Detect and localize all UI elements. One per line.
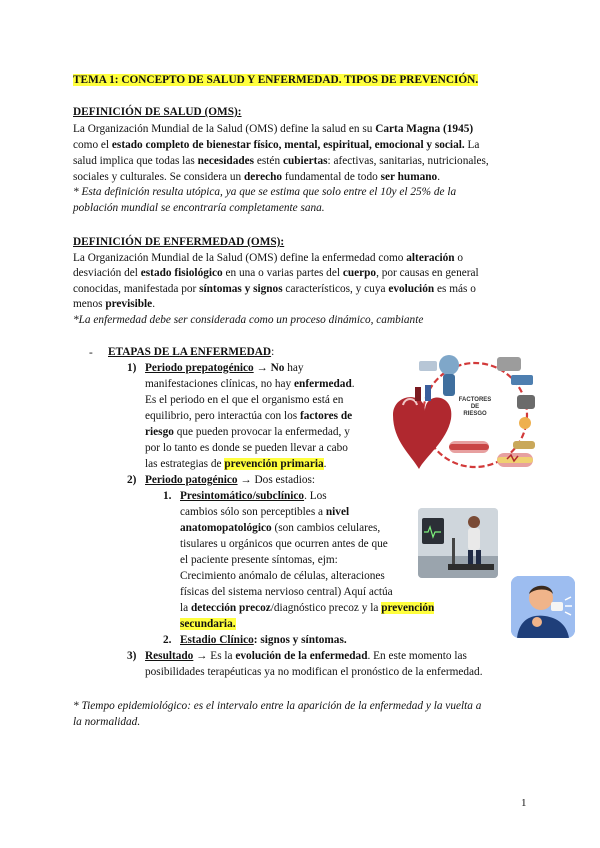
stage-3-line-2: posibilidades terapéuticas ya no modifican el pronóstico de la enfermedad.: [145, 666, 483, 678]
enfermedad-line-3: conocidas, manifestada por síntomas y signos característicos, y cuya evolución es más o: [73, 283, 476, 295]
substage-1-line-2: cambios sólo son perceptibles a nivel: [180, 506, 350, 518]
substage-1-line-9: secundaria.: [180, 618, 236, 630]
substage-1-line-4: tisulares u orgánicos que ocurren antes de que: [180, 538, 388, 550]
stress-test-photo: [418, 508, 498, 578]
cough-illustration: [511, 576, 575, 638]
footnote-line-2: la normalidad.: [73, 716, 141, 728]
salud-line-1: La Organización Mundial de la Salud (OMS) define la salud en su Carta Magna (1945): [73, 123, 474, 135]
salud-note-2: población mundial se encontraría completamente sana.: [73, 202, 325, 214]
substage-2-number: 2.: [163, 634, 172, 646]
risk-factors-diagram: [385, 345, 545, 493]
substage-1-line-1: Presintomático/subclínico. Los: [180, 490, 327, 502]
stage-1-line-1: Periodo prepatogénico → No hay: [145, 362, 304, 374]
enfermedad-heading: DEFINICIÓN DE ENFERMEDAD (OMS):: [73, 236, 285, 248]
monitor-icon: [422, 518, 444, 544]
diagram-label-2: DE: [470, 404, 480, 410]
diagram-label-3: RIESGO: [463, 411, 487, 417]
stage-1-number: 1): [127, 362, 137, 374]
stage-1-line-5: riesgo que pueden provocar la enfermedad, y: [145, 426, 350, 438]
substage-1-line-8: la detección precoz/diagnóstico precoz y la prevención: [180, 602, 435, 614]
enfermedad-note: *La enfermedad debe ser considerada como un proceso dinámico, cambiante: [73, 314, 424, 326]
footnote-line-1: * Tiempo epidemiológico: es el intervalo entre la aparición de la enfermedad y la vuelta a: [73, 700, 482, 712]
substage-1-line-5: el paciente presente síntomas, ejm:: [180, 554, 338, 566]
diagram-label-1: FACTORES: [458, 397, 492, 403]
etapas-heading: ETAPAS DE LA ENFERMEDAD:: [108, 346, 275, 358]
doctor-figure-icon: [439, 355, 459, 375]
substage-2-line: Estadio Clínico: signos y síntomas.: [180, 634, 347, 646]
stage-2-line-1: Periodo patogénico → Dos estadios:: [145, 474, 316, 486]
stage-3-number: 3): [127, 650, 137, 662]
salud-line-2: como el estado completo de bienestar físico, mental, espiritual, emocional y social. La: [73, 139, 480, 151]
enfermedad-line-1: La Organización Mundial de la Salud (OMS) define la enfermedad como alteración o: [73, 252, 464, 264]
stage-1-line-3: Es el periodo en el que el organismo está en: [145, 394, 344, 406]
document-title: [73, 73, 478, 87]
stage-1-line-4: equilibrio, pero interactúa con los factores de: [145, 410, 353, 422]
stage-1-line-6: por lo tanto es donde se pueden llevar a cabo: [145, 442, 348, 454]
stage-3-line-1: Resultado → Es la evolución de la enfermedad. En este momento las: [145, 650, 467, 662]
substage-1-line-3: anatomopatológico (son cambios celulares,: [180, 522, 381, 534]
device-icon: [497, 357, 521, 371]
substage-1-line-7: físicas del sistema nervioso central) Aquí actúa: [180, 586, 393, 598]
title-text: TEMA 1: CONCEPTO DE SALUD Y ENFERMEDAD. TIPOS DE PREVENCIÓN.: [73, 74, 479, 86]
salud-line-4: sociales y culturales. Se considera un derecho fundamental de todo ser humano.: [73, 171, 441, 183]
substage-1-line-6: Crecimiento anómalo de células, alteraciones: [180, 570, 385, 582]
stage-1-line-7: las estrategias de prevención primaria.: [145, 458, 327, 470]
stage-2-number: 2): [127, 474, 137, 486]
heart-icon: [393, 385, 451, 469]
salud-line-3: salud implica que todas las necesidades estén cubiertas: afectivas, sanitarias, nutricionales,: [73, 155, 489, 167]
salud-heading: DEFINICIÓN DE SALUD (OMS):: [73, 106, 242, 118]
person-icon: [468, 516, 480, 528]
substage-1-number: 1.: [163, 490, 172, 502]
etapas-dash: -: [89, 347, 93, 359]
enfermedad-line-2: desviación del estado fisiológico en una o varias partes del cuerpo, por causas en general: [73, 267, 479, 279]
enfermedad-line-4: menos previsible.: [73, 298, 156, 310]
page-number: 1: [521, 797, 527, 809]
stage-1-line-2: manifestaciones clínicas, no hay enfermedad.: [145, 378, 355, 390]
salud-note-1: * Esta definición resulta utópica, ya que se estima que solo entre el 10y el 25% de la: [73, 186, 457, 198]
